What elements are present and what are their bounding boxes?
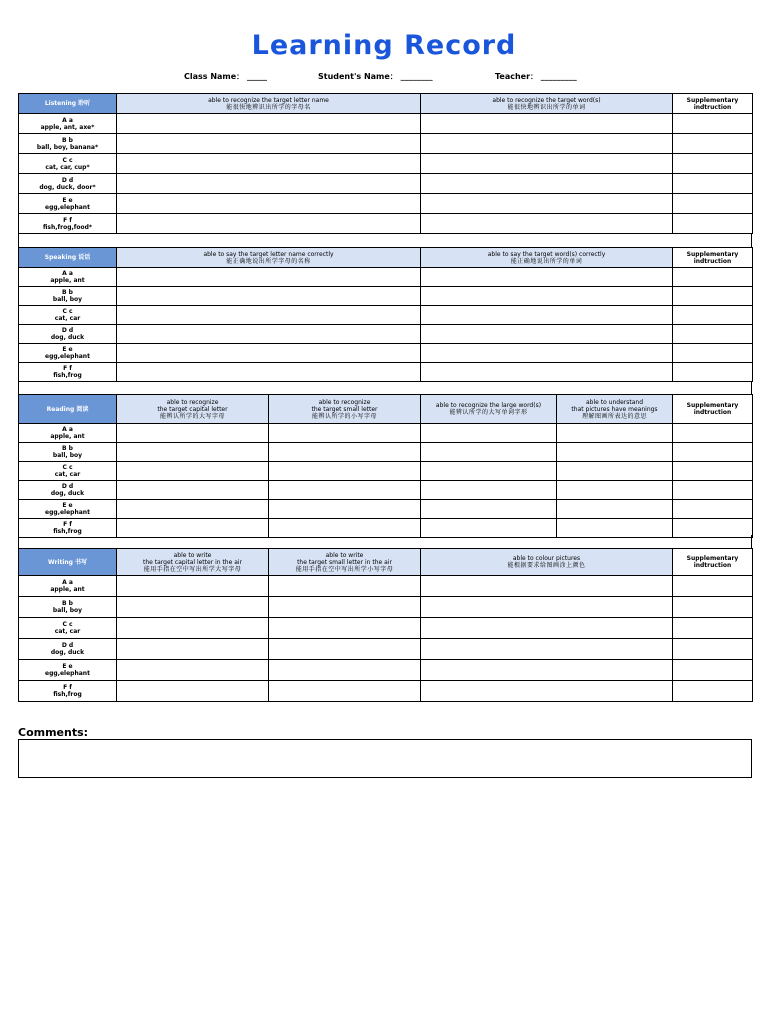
row-label [19,306,117,325]
letter-pair: F f [63,684,72,691]
example-words: fish,frog [53,372,82,379]
record-cell[interactable] [421,287,673,306]
letter-pair: B b [62,600,73,607]
record-cell[interactable] [421,306,673,325]
record-cell[interactable] [421,268,673,287]
letter-pair: D d [61,642,74,649]
example-words: dog, duck [50,334,85,341]
record-cell[interactable] [117,363,421,382]
record-cell[interactable] [421,344,673,363]
record-cell[interactable] [673,481,753,500]
record-cell[interactable] [673,154,753,174]
example-words: dog, duck [50,649,85,656]
record-cell[interactable] [117,268,421,287]
record-cell[interactable] [269,481,421,500]
record-cell[interactable] [117,618,269,639]
table-row [19,660,753,681]
table-row [19,618,753,639]
row-label [19,500,117,519]
table-row [19,134,753,154]
table-row [19,268,753,287]
record-cell[interactable] [421,639,673,660]
letter-pair: B b [62,445,73,452]
record-cell[interactable] [117,660,269,681]
record-cell[interactable] [117,214,421,234]
row-label [19,154,117,174]
record-cell[interactable] [557,443,673,462]
record-cell[interactable] [117,597,269,618]
record-cell[interactable] [269,618,421,639]
letter-pair: F f [63,216,72,224]
reading-header-capital: able to recognize the target capital letter 能辨认所学的大写字母 [117,395,269,424]
example-words: egg,elephant [45,353,90,360]
speaking-header-letter: able to say the target letter name correctly 能正确地说出所学字母的名称 [117,248,421,268]
row-label [19,597,117,618]
gap-border-right-2 [751,382,752,395]
record-cell[interactable] [117,639,269,660]
table-row [19,174,753,194]
table-row [19,576,753,597]
example-words: dog, duck, door* [39,183,96,191]
record-cell[interactable] [117,344,421,363]
record-cell[interactable] [673,576,753,597]
record-cell[interactable] [673,214,753,234]
record-cell[interactable] [421,681,673,702]
row-label [19,519,117,538]
record-cell[interactable] [117,174,421,194]
record-cell[interactable] [557,481,673,500]
record-cell[interactable] [117,134,421,154]
row-label [19,660,117,681]
reading-header-pictures: able to understand that pictures have meanings 理解图画所表达的意思 [557,395,673,424]
reading-table [18,394,753,538]
gap-border-left-2 [18,382,19,395]
record-cell[interactable] [421,114,673,134]
gap-border-right-1 [751,233,752,248]
record-cell[interactable] [117,462,269,481]
record-cell[interactable] [421,214,673,234]
row-label [19,325,117,344]
example-words: cat, car, cup* [45,163,90,171]
record-cell[interactable] [117,576,269,597]
listening-section-label: Listening 聆听 [19,94,117,114]
table-row [19,597,753,618]
example-words: egg,elephant [45,509,90,516]
record-cell[interactable] [673,519,753,538]
row-label [19,424,117,443]
record-cell[interactable] [673,114,753,134]
letter-pair: C c [62,308,73,315]
table-row [19,287,753,306]
record-cell[interactable] [269,660,421,681]
record-cell[interactable] [673,681,753,702]
reading-header-word: able to recognize the large word(s) 能辨认所学的大写单词字形 [421,395,557,424]
example-words: egg,elephant [45,203,90,211]
record-cell[interactable] [421,660,673,681]
record-cell[interactable] [269,424,421,443]
letter-pair: E e [62,196,73,204]
writing-header-colour: able to colour pictures 能根据要求给图画涂上颜色 [421,549,673,576]
record-cell[interactable] [557,462,673,481]
example-words: ball, boy [52,296,83,303]
record-cell[interactable] [421,325,673,344]
table-row [19,462,753,481]
table-row [19,194,753,214]
record-cell[interactable] [673,268,753,287]
listening-header-word: able to recognize the target word(s) 能很快地辨识出所学的单词 [421,94,673,114]
row-label [19,481,117,500]
row-label [19,576,117,597]
writing-table [18,548,753,702]
record-cell[interactable] [269,500,421,519]
record-cell[interactable] [421,576,673,597]
speaking-header-word: able to say the target word(s) correctly 能正确地说出所学的单词 [421,248,673,268]
supplementary-header: Supplementary indtruction [673,395,753,424]
class-name-field[interactable]: Class Name： _____ [184,72,267,81]
record-cell[interactable] [673,194,753,214]
letter-pair: A a [62,270,73,277]
listening-header-letter: able to recognize the target letter name 能很快地辨识出所学的字母名 [117,94,421,114]
record-cell[interactable] [557,500,673,519]
table-row [19,325,753,344]
example-words: ball, boy [52,607,83,614]
record-cell[interactable] [269,681,421,702]
letter-pair: B b [62,289,73,296]
record-cell[interactable] [117,681,269,702]
record-cell[interactable] [269,639,421,660]
supplementary-header: Supplementary indtruction [673,248,753,268]
table-row [19,639,753,660]
record-cell[interactable] [673,443,753,462]
table-row [19,500,753,519]
row-label [19,462,117,481]
letter-pair: E e [62,346,73,353]
record-cell[interactable] [673,134,753,154]
record-cell[interactable] [117,154,421,174]
example-words: ball, boy [52,452,83,459]
row-label [19,443,117,462]
page-title: Learning Record [251,30,517,61]
letter-pair: E e [62,502,73,509]
row-label [19,681,117,702]
letter-pair: C c [62,156,73,164]
record-cell[interactable] [117,519,269,538]
record-cell[interactable] [421,597,673,618]
gap-border-left-1 [18,233,19,248]
table-row [19,344,753,363]
letter-pair: E e [62,663,73,670]
row-label [19,114,117,134]
record-cell[interactable] [421,174,673,194]
record-cell[interactable] [269,597,421,618]
letter-pair: F f [63,365,72,372]
table-row [19,114,753,134]
record-cell[interactable] [269,443,421,462]
record-cell[interactable] [421,154,673,174]
record-cell[interactable] [421,500,557,519]
table-row [19,519,753,538]
example-words: apple, ant, axe* [40,123,95,131]
record-cell[interactable] [117,500,269,519]
writing-header-small: able to write the target small letter in the air 能用手指在空中写出所学小写字母 [269,549,421,576]
row-label [19,287,117,306]
record-cell[interactable] [117,325,421,344]
row-label [19,268,117,287]
speaking-table [18,247,753,382]
speaking-section-label: Speaking 说话 [19,248,117,268]
example-words: fish,frog [53,691,82,698]
record-cell[interactable] [421,363,673,382]
student-name-field[interactable]: Student's Name： ________ [318,72,433,81]
row-label [19,174,117,194]
record-cell[interactable] [117,114,421,134]
row-label [19,363,117,382]
table-row [19,424,753,443]
record-cell[interactable] [673,500,753,519]
supplementary-header: Supplementary indtruction [673,549,753,576]
row-label [19,134,117,154]
reading-section-label: Reading 阅读 [19,395,117,424]
writing-section-label: Writing 书写 [19,549,117,576]
row-label [19,214,117,234]
comments-box[interactable] [18,739,752,778]
record-cell[interactable] [117,287,421,306]
record-cell[interactable] [673,618,753,639]
record-cell[interactable] [421,481,557,500]
record-cell[interactable] [557,519,673,538]
example-words: apple, ant [50,277,85,284]
example-words: ball, boy, banana* [36,143,99,151]
example-words: apple, ant [50,586,85,593]
record-cell[interactable] [117,306,421,325]
writing-header-capital: able to write the target capital letter in the air 能用手指在空中写出所学大写字母 [117,549,269,576]
record-cell[interactable] [117,194,421,214]
table-row [19,154,753,174]
table-row [19,481,753,500]
record-cell[interactable] [421,443,557,462]
record-cell[interactable] [117,481,269,500]
letter-pair: C c [62,464,73,471]
example-words: fish,frog,food* [42,223,93,231]
record-cell[interactable] [421,519,557,538]
row-label [19,618,117,639]
letter-pair: F f [63,521,72,528]
listening-table [18,93,753,234]
row-label [19,344,117,363]
record-cell[interactable] [421,618,673,639]
table-row [19,363,753,382]
record-cell[interactable] [673,424,753,443]
gap-border-right-3 [751,535,752,549]
record-cell[interactable] [269,519,421,538]
record-cell[interactable] [673,363,753,382]
example-words: dog, duck [50,490,85,497]
record-cell[interactable] [117,443,269,462]
record-cell[interactable] [673,306,753,325]
record-cell[interactable] [673,639,753,660]
letter-pair: A a [62,116,73,124]
table-row [19,681,753,702]
example-words: egg,elephant [45,670,90,677]
teacher-field[interactable]: Teacher： _________ [495,72,577,81]
row-label [19,639,117,660]
row-label [19,194,117,214]
reading-header-small: able to recognize the target small letter 能辨认所学的小写字母 [269,395,421,424]
record-cell[interactable] [673,660,753,681]
example-words: fish,frog [53,528,82,535]
record-cell[interactable] [673,174,753,194]
letter-pair: C c [62,621,73,628]
record-cell[interactable] [673,597,753,618]
record-cell[interactable] [673,325,753,344]
record-cell[interactable] [557,424,673,443]
comments-label: Comments: [18,726,89,739]
letter-pair: A a [62,579,73,586]
letter-pair: D d [61,176,74,184]
example-words: cat, car [54,315,81,322]
record-cell[interactable] [421,424,557,443]
example-words: cat, car [54,471,81,478]
record-cell[interactable] [421,134,673,154]
record-cell[interactable] [673,287,753,306]
table-row [19,443,753,462]
letter-pair: B b [62,136,73,144]
record-cell[interactable] [421,462,557,481]
record-cell[interactable] [421,194,673,214]
supplementary-header: Supplementary indtruction [673,94,753,114]
record-cell[interactable] [269,462,421,481]
example-words: apple, ant [50,433,85,440]
letter-pair: D d [61,327,74,334]
record-cell[interactable] [673,344,753,363]
record-cell[interactable] [117,424,269,443]
example-words: cat, car [54,628,81,635]
record-cell[interactable] [673,462,753,481]
table-row [19,214,753,234]
letter-pair: D d [61,483,74,490]
gap-border-left-3 [18,535,19,549]
table-row [19,306,753,325]
letter-pair: A a [62,426,73,433]
record-cell[interactable] [269,576,421,597]
